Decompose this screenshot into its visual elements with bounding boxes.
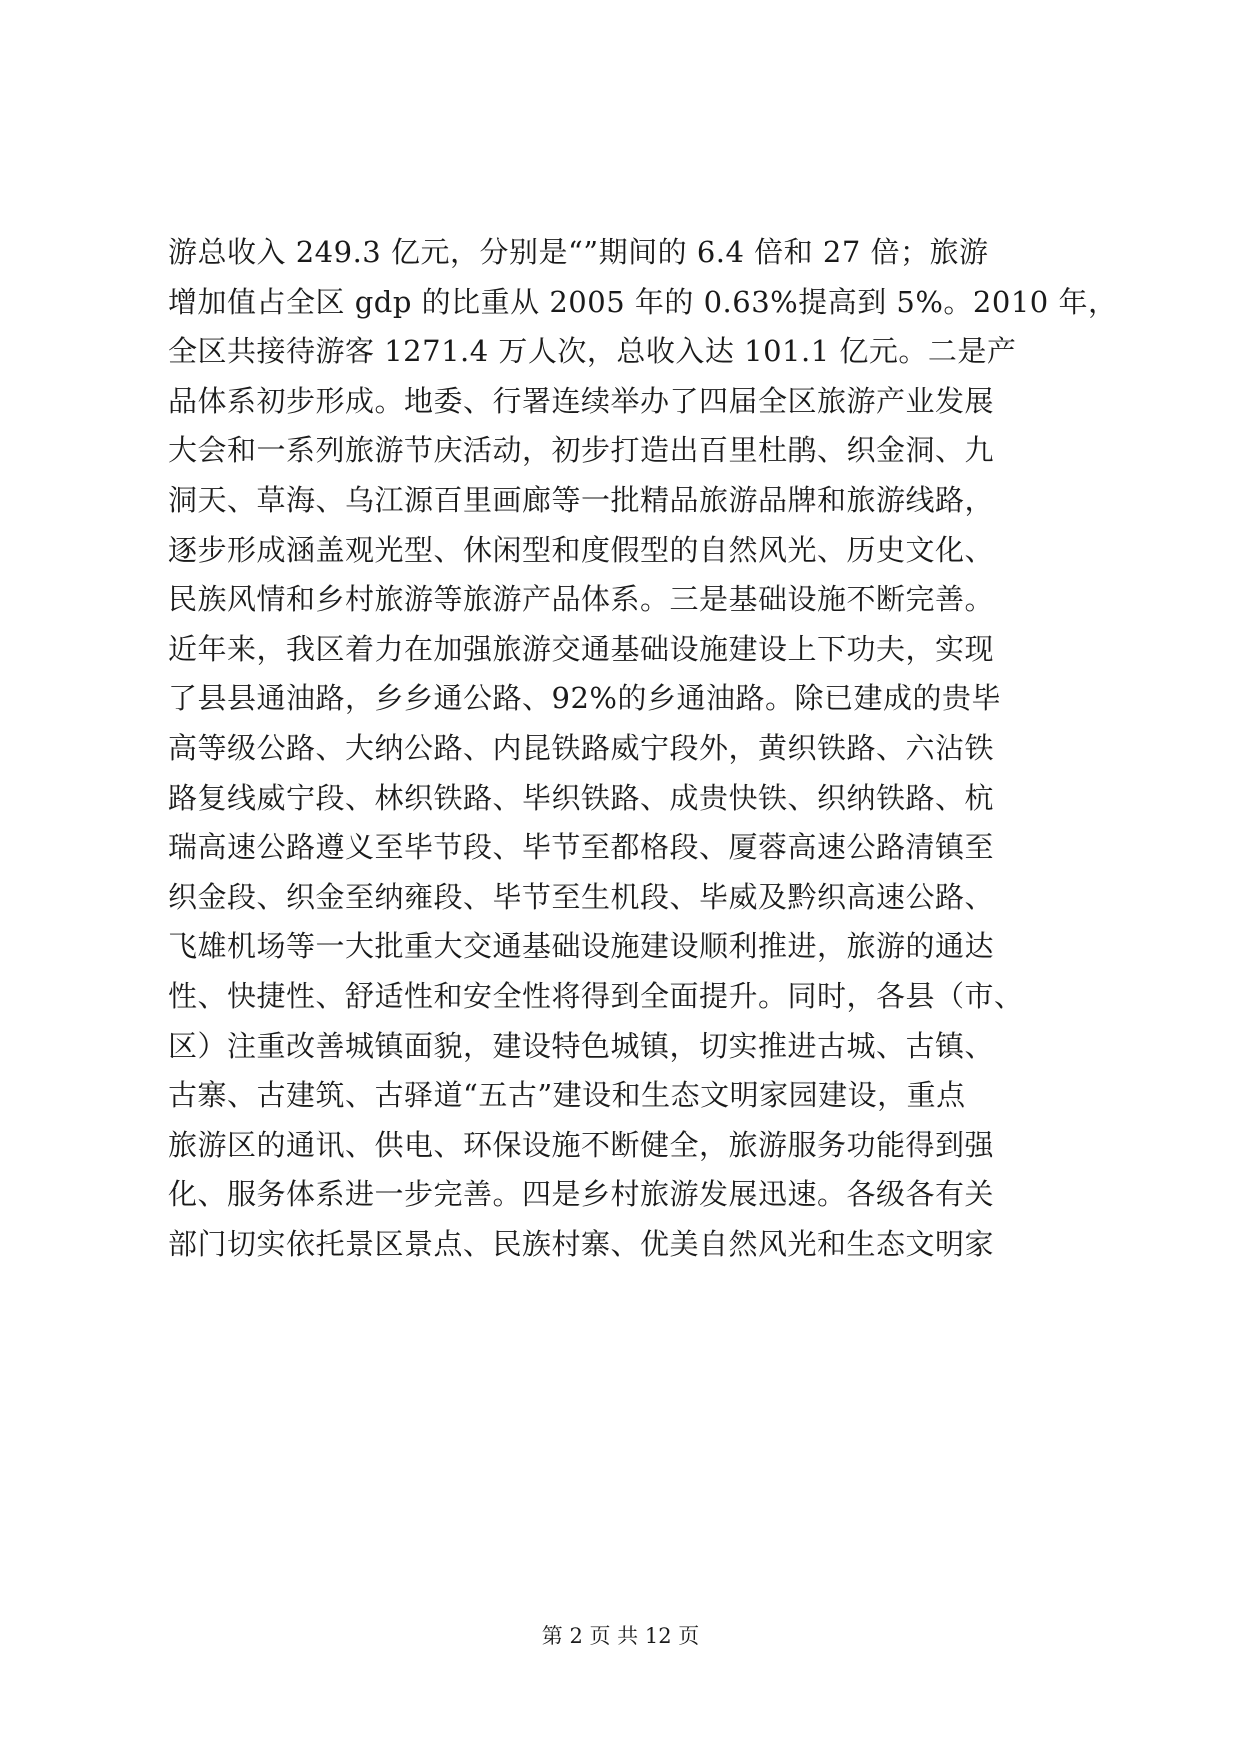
text-line: 游总收入 249.3 亿元，分别是“”期间的 6.4 倍和 27 倍；旅游 [168,235,989,269]
text-line: 高等级公路、大纳公路、内昆铁路威宁段外，黄织铁路、六沾铁 [168,730,995,765]
text-line: 品体系初步形成。地委、行署连续举办了四届全区旅游产业发展 [168,383,995,418]
text-line: 瑞高速公路遵义至毕节段、毕节至都格段、厦蓉高速公路清镇至 [168,830,995,865]
text-line: 增加值占全区 gdp 的比重从 2005 年的 0.63%提高到 5%。2010 年， [168,284,1118,319]
text-line: 洞天、草海、乌江源百里画廊等一批精品旅游品牌和旅游线路， [168,482,995,517]
text-line: 部门切实依托景区景点、民族村寨、优美自然风光和生态文明家 [168,1226,995,1261]
text-line: 民族风情和乡村旅游等旅游产品体系。三是基础设施不断完善。 [168,582,995,617]
text-line: 全区共接待游客 1271.4 万人次，总收入达 101.1 亿元。二是产 [168,334,1017,369]
text-line: 飞雄机场等一大批重大交通基础设施建设顺利推进，旅游的通达 [168,929,995,964]
text-line: 旅游区的通讯、供电、环保设施不断健全，旅游服务功能得到强 [168,1127,995,1162]
body-text [168,228,1128,1269]
text-line: 了县县通油路，乡乡通公路、92%的乡通油路。除已建成的贵毕 [168,681,1001,716]
text-line: 织金段、织金至纳雍段、毕节至生机段、毕威及黔织高速公路、 [168,879,995,914]
text-line: 性、快捷性、舒适性和安全性将得到全面提升。同时，各县（市、 [168,978,1024,1013]
text-line: 近年来，我区着力在加强旅游交通基础设施建设上下功夫，实现 [168,631,995,666]
text-line: 区）注重改善城镇面貌，建设特色城镇，切实推进古城、古镇、 [168,1028,995,1063]
text-line: 化、服务体系进一步完善。四是乡村旅游发展迅速。各级各有关 [168,1177,995,1212]
page-number-footer: 第 2 页 共 12 页 [541,1624,700,1648]
text-line: 古寨、古建筑、古驿道“五古”建设和生态文明家园建设，重点 [168,1078,966,1113]
text-line: 大会和一系列旅游节庆活动，初步打造出百里杜鹃、织金洞、九 [168,433,995,468]
text-line: 逐步形成涵盖观光型、休闲型和度假型的自然风光、历史文化、 [168,532,995,567]
text-line: 路复线威宁段、林织铁路、毕织铁路、成贵快铁、织纳铁路、杭 [168,780,995,815]
